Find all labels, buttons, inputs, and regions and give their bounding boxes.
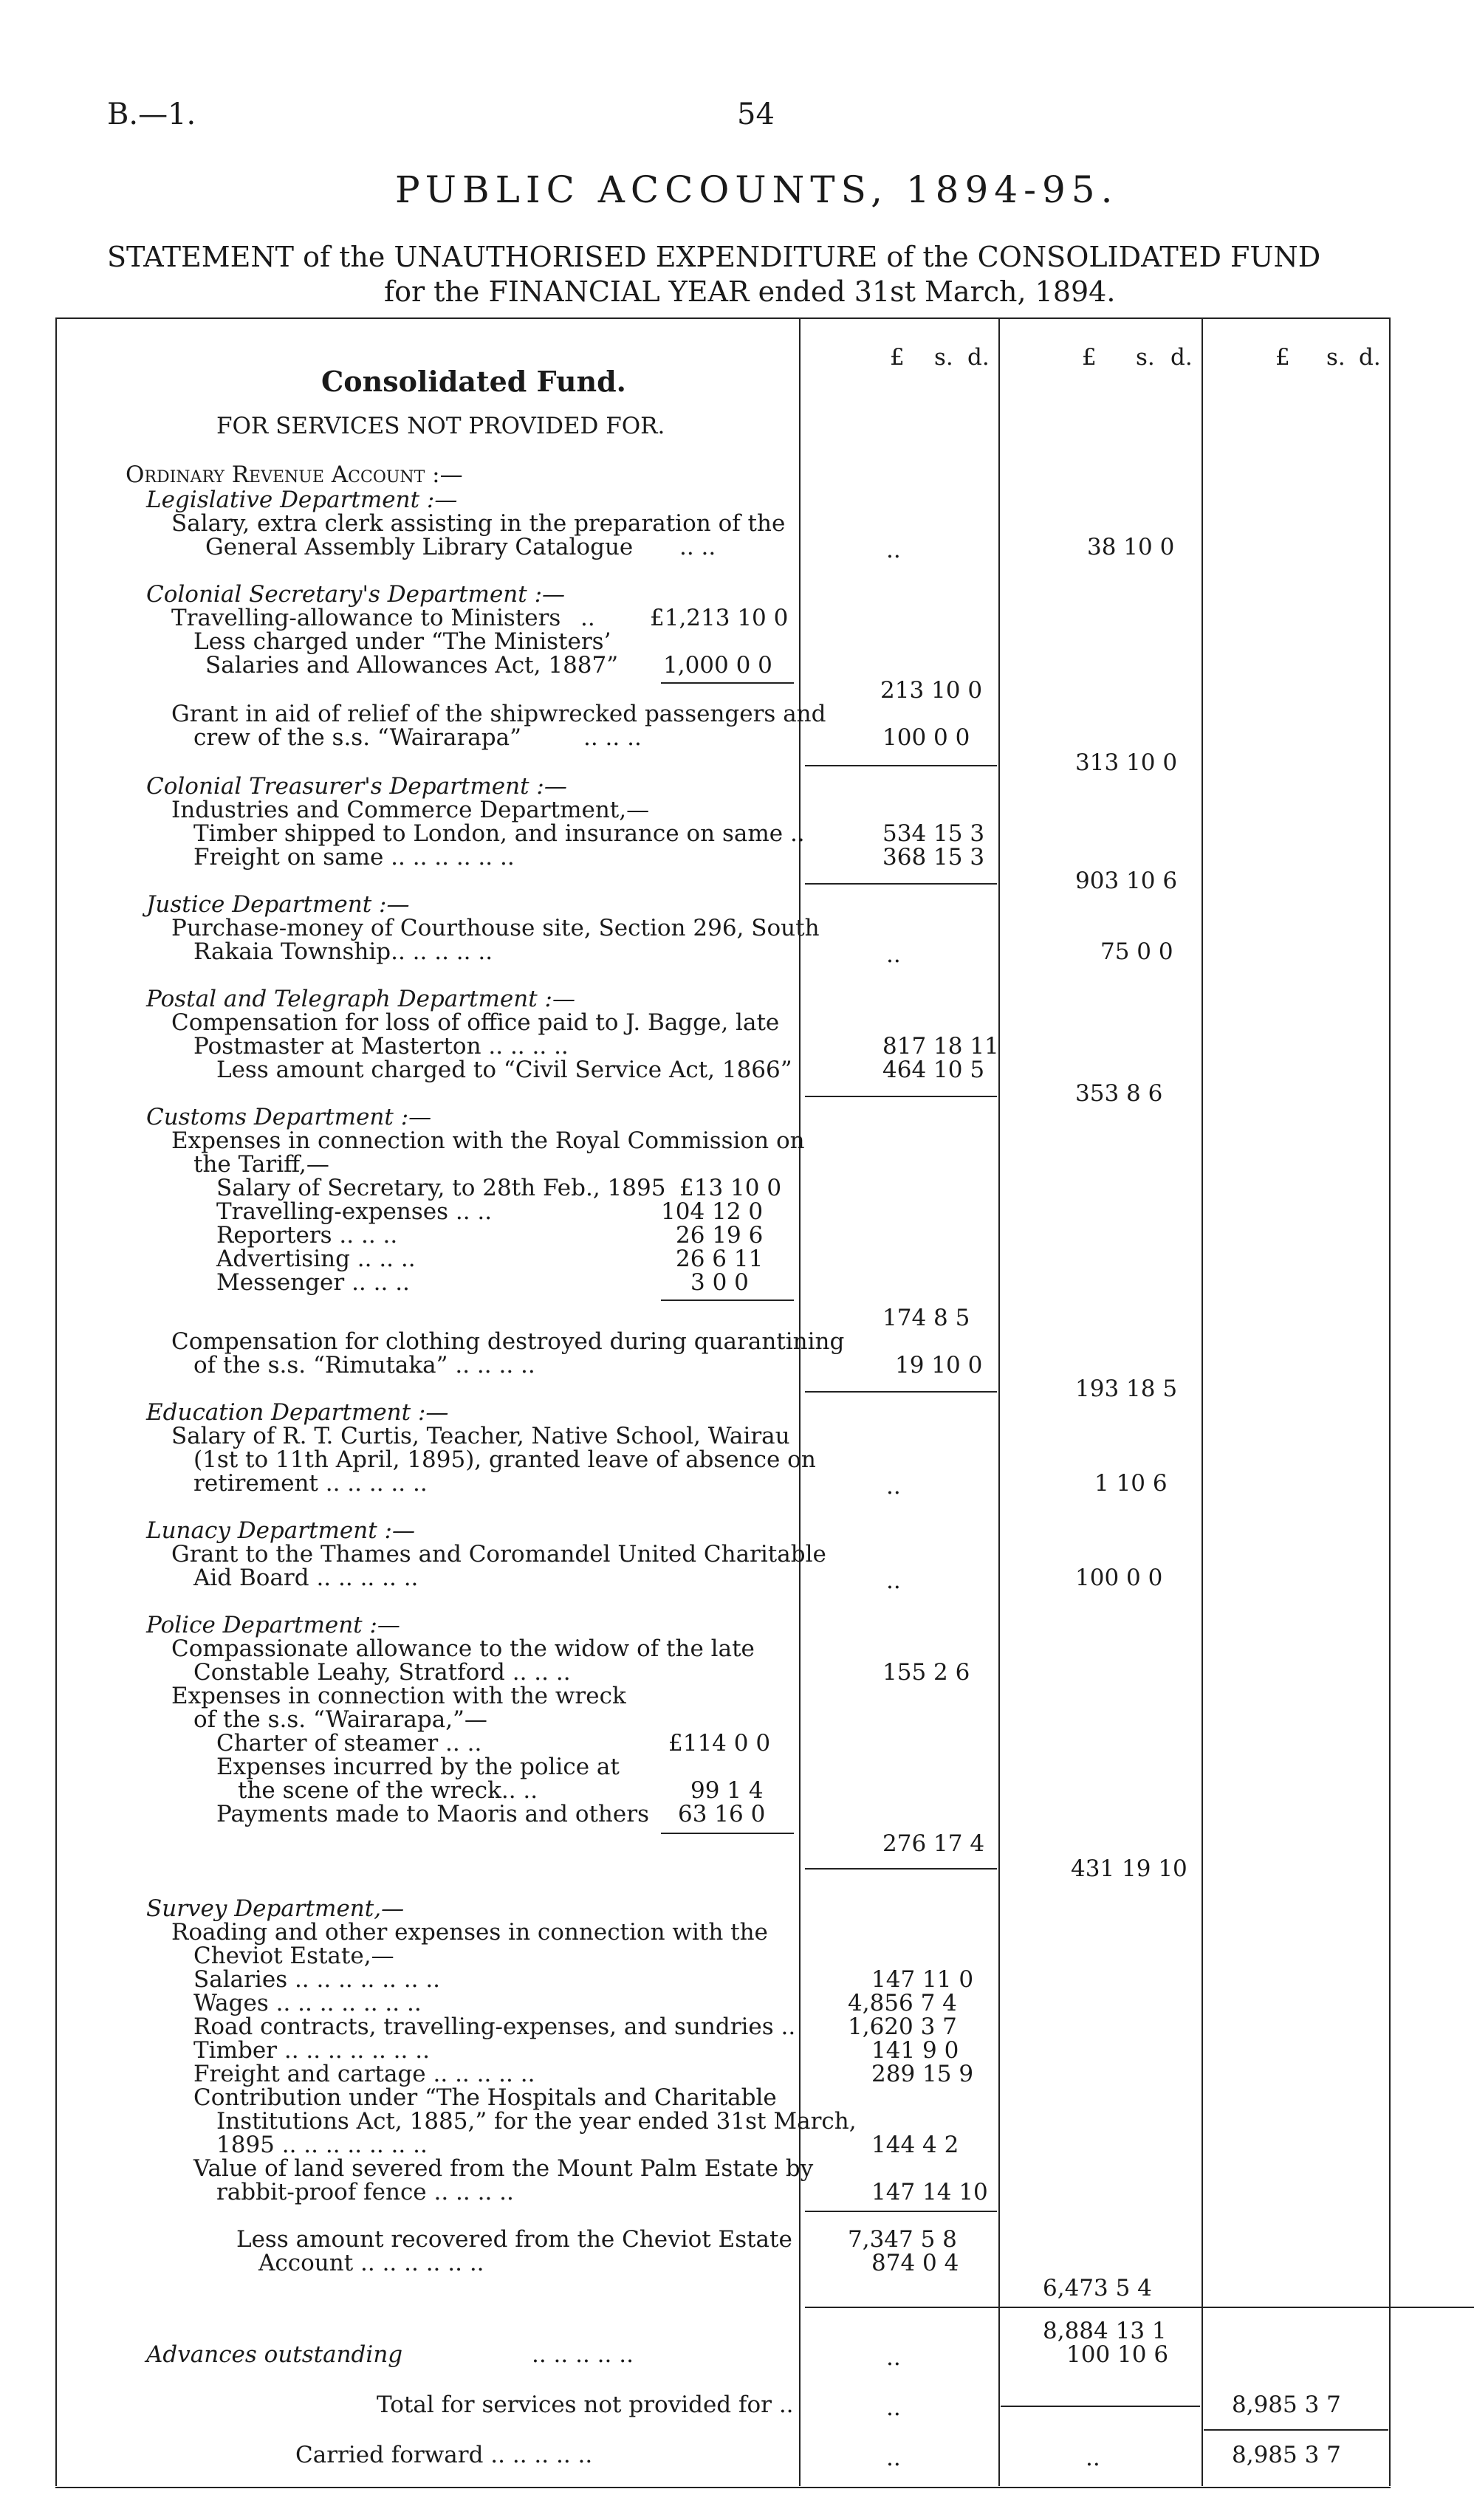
colsec-line-4: Grant in aid of relief of the shipwrecked passengers and bbox=[171, 701, 826, 727]
police-item-1: Charter of steamer .. .. bbox=[216, 1730, 482, 1757]
education-line-1: Salary of R. T. Curtis, Teacher, Native School, Wairau bbox=[171, 1423, 790, 1449]
justice-line-1: Purchase-money of Courthouse site, Section 296, South bbox=[171, 915, 820, 941]
survey-amt-7: 147 14 10 bbox=[871, 2179, 988, 2205]
colsec-rule bbox=[805, 765, 997, 766]
survey-line-5: 1895 .. .. .. .. .. .. .. bbox=[216, 2132, 428, 2158]
customs-item-label: Messenger .. .. .. bbox=[216, 1269, 410, 1296]
carried-forward-col3: 8,985 3 7 bbox=[1232, 2442, 1341, 2468]
lunacy-line-1: Grant to the Thames and Coromandel United Charitable bbox=[171, 1541, 826, 1568]
colsec-amt-1: £1,213 10 0 bbox=[650, 605, 789, 631]
postal-line-2: Postmaster at Masterton .. .. .. .. bbox=[193, 1033, 569, 1060]
survey-item-label: Salaries .. .. .. .. .. .. .. bbox=[193, 1966, 441, 1993]
police-line-2: Constable Leahy, Stratford .. .. .. bbox=[193, 1659, 571, 1686]
legislative-dots: .. .. bbox=[679, 534, 716, 560]
treasurer-dept: Colonial Treasurer's Department :— bbox=[146, 773, 567, 800]
survey-line-4: Institutions Act, 1885,” for the year ended 31st March, bbox=[216, 2108, 857, 2135]
education-line-3: retirement .. .. .. .. .. bbox=[193, 1470, 428, 1497]
carried-forward-label: Carried forward .. .. .. .. .. bbox=[295, 2442, 593, 2468]
treasurer-col2: 903 10 6 bbox=[1075, 868, 1178, 894]
survey-dept: Survey Department,— bbox=[146, 1895, 405, 1922]
survey-subrule bbox=[805, 2211, 997, 2212]
customs-col2: 193 18 5 bbox=[1075, 1376, 1178, 1402]
fund-title: Consolidated Fund. bbox=[321, 365, 626, 398]
total-label: Total for services not provided for .. bbox=[377, 2392, 794, 2418]
lunacy-dept: Lunacy Department :— bbox=[146, 1517, 415, 1544]
customs-col1-a: 174 8 5 bbox=[882, 1305, 970, 1331]
survey-line-3: Contribution under “The Hospitals and Charitable bbox=[193, 2084, 777, 2111]
colsec-col1-b: 100 0 0 bbox=[882, 724, 970, 751]
advances-label: Advances outstanding bbox=[146, 2341, 403, 2368]
justice-col1: .. bbox=[886, 941, 901, 968]
customs-subrule bbox=[661, 1300, 794, 1301]
col1-pound-head: £ bbox=[890, 344, 905, 371]
justice-col2: 75 0 0 bbox=[1100, 938, 1173, 965]
survey-item-amt: 147 11 0 bbox=[871, 1966, 974, 1993]
police-line-3: Expenses in connection with the wreck bbox=[171, 1683, 626, 1709]
education-line-2: (1st to 11th April, 1895), granted leave of absence on bbox=[193, 1446, 816, 1473]
education-col2: 1 10 6 bbox=[1094, 1470, 1168, 1497]
col3-d-head: d. bbox=[1359, 344, 1381, 371]
survey-item-amt: 1,620 3 7 bbox=[848, 2013, 957, 2040]
postal-col1-a: 817 18 11 bbox=[882, 1033, 999, 1060]
survey-line-9: Account .. .. .. .. .. .. bbox=[258, 2250, 484, 2276]
police-subrule bbox=[661, 1833, 794, 1834]
survey-amt-5: 144 4 2 bbox=[871, 2132, 959, 2158]
survey-item-label: Road contracts, travelling-expenses, and sundries .. bbox=[193, 2013, 796, 2040]
customs-item-label: Salary of Secretary, to 28th Feb., 1895 bbox=[216, 1175, 666, 1201]
col2-d-head: d. bbox=[1170, 344, 1193, 371]
postal-col1-b: 464 10 5 bbox=[882, 1057, 985, 1083]
legislative-col2: 38 10 0 bbox=[1087, 534, 1175, 560]
document-ref: B.—1. bbox=[107, 97, 196, 131]
col3-pound-head: £ bbox=[1275, 344, 1290, 371]
table-top-rule bbox=[55, 317, 1391, 319]
survey-line-8: Less amount recovered from the Cheviot Estate bbox=[236, 2226, 792, 2253]
lunacy-col1: .. bbox=[886, 1568, 901, 1594]
colsec-line-5: crew of the s.s. “Wairarapa” bbox=[193, 724, 521, 751]
fund-subtitle: FOR SERVICES NOT PROVIDED FOR. bbox=[216, 413, 665, 439]
police-line-4: of the s.s. “Wairarapa,”— bbox=[193, 1706, 487, 1733]
customs-item-amt: 26 6 11 bbox=[676, 1246, 764, 1272]
customs-item-amt: 104 12 0 bbox=[661, 1198, 764, 1225]
customs-line-1: Expenses in connection with the Royal Commission on bbox=[171, 1127, 805, 1154]
col3-s-head: s. bbox=[1326, 344, 1346, 371]
education-dept: Education Department :— bbox=[146, 1399, 449, 1426]
customs-item-label: Travelling-expenses .. .. bbox=[216, 1198, 493, 1225]
police-amt-3: 99 1 4 bbox=[690, 1777, 764, 1804]
police-col1-a: 155 2 6 bbox=[882, 1659, 970, 1686]
ordinary-revenue-heading: Ordinary Revenue Account :— bbox=[126, 461, 463, 488]
colsec-amt-2: 1,000 0 0 bbox=[663, 652, 772, 679]
postal-col2: 353 8 6 bbox=[1075, 1080, 1163, 1107]
statement-line-2: for the FINANCIAL YEAR ended 31st March, 1894. bbox=[384, 275, 1116, 308]
survey-item-amt: 141 9 0 bbox=[871, 2037, 959, 2064]
treasurer-col1-a: 534 15 3 bbox=[882, 820, 985, 847]
survey-line-2: Cheviot Estate,— bbox=[193, 1943, 394, 1969]
statement-line-1: STATEMENT of the UNAUTHORISED EXPENDITURE of the CONSOLIDATED FUND bbox=[107, 241, 1321, 273]
customs-item-amt: 26 19 6 bbox=[676, 1222, 764, 1249]
survey-line-6: Value of land severed from the Mount Palm Estate by bbox=[193, 2155, 814, 2182]
survey-line-1: Roading and other expenses in connection with the bbox=[171, 1919, 768, 1946]
police-dept: Police Department :— bbox=[146, 1612, 400, 1638]
survey-item-label: Freight and cartage .. .. .. .. .. bbox=[193, 2061, 535, 2087]
col3-rule bbox=[1202, 319, 1203, 2486]
survey-amt-8: 7,347 5 8 bbox=[848, 2226, 957, 2253]
colsec-line-1: Travelling-allowance to Ministers bbox=[171, 605, 561, 631]
lunacy-col2: 100 0 0 bbox=[1075, 1565, 1163, 1591]
subtotal-col2: 8,884 13 1 bbox=[1043, 2318, 1167, 2344]
police-item-2: Expenses incurred by the police at bbox=[216, 1754, 620, 1780]
postal-rule bbox=[805, 1096, 997, 1097]
legislative-line-1: Salary, extra clerk assisting in the preparation of the bbox=[171, 510, 786, 537]
col2-s-head: s. bbox=[1136, 344, 1155, 371]
col2-pound-head: £ bbox=[1082, 344, 1097, 371]
customs-col1-b: 19 10 0 bbox=[895, 1352, 983, 1379]
total-col2-rule bbox=[1001, 2406, 1200, 2407]
page-number: 54 bbox=[737, 97, 775, 131]
police-amt-1: £114 0 0 bbox=[668, 1730, 771, 1757]
police-item-3: the scene of the wreck.. .. bbox=[238, 1777, 538, 1804]
treasurer-rule bbox=[805, 883, 997, 885]
customs-item-amt: 3 0 0 bbox=[690, 1269, 749, 1296]
treasurer-col1-b: 368 15 3 bbox=[882, 844, 985, 871]
police-col1-b: 276 17 4 bbox=[882, 1830, 985, 1857]
survey-item-amt: 289 15 9 bbox=[871, 2061, 974, 2087]
colsec-dots-5: .. .. .. bbox=[583, 724, 642, 751]
postal-line-1: Compensation for loss of office paid to J. Bagge, late bbox=[171, 1009, 780, 1036]
treasurer-line-2: Timber shipped to London, and insurance on same .. bbox=[193, 820, 805, 847]
lunacy-line-2: Aid Board .. .. .. .. .. bbox=[193, 1565, 419, 1591]
advances-col2: 100 10 6 bbox=[1066, 2341, 1169, 2368]
postal-line-3: Less amount charged to “Civil Service Act, 1866” bbox=[216, 1057, 792, 1083]
postal-dept: Postal and Telegraph Department :— bbox=[146, 986, 575, 1012]
survey-rule bbox=[805, 2307, 1474, 2308]
col1-s-head: s. bbox=[934, 344, 953, 371]
customs-dept: Customs Department :— bbox=[146, 1104, 432, 1130]
colsec-line-3: Salaries and Allowances Act, 1887” bbox=[205, 652, 619, 679]
total-rule bbox=[1204, 2429, 1388, 2431]
customs-line-2: the Tariff,— bbox=[193, 1151, 329, 1178]
survey-amt-9: 874 0 4 bbox=[871, 2250, 959, 2276]
col1-d-head: d. bbox=[967, 344, 990, 371]
treasurer-line-1: Industries and Commerce Department,— bbox=[171, 797, 650, 823]
survey-item-label: Timber .. .. .. .. .. .. .. bbox=[193, 2037, 430, 2064]
total-col1: .. bbox=[886, 2394, 901, 2421]
colsec-dots-1: .. bbox=[580, 605, 595, 631]
total-col3: 8,985 3 7 bbox=[1232, 2392, 1341, 2418]
police-col2: 431 19 10 bbox=[1071, 1855, 1187, 1882]
justice-line-2: Rakaia Township.. .. .. .. .. bbox=[193, 938, 493, 965]
treasurer-line-3: Freight on same .. .. .. .. .. .. bbox=[193, 844, 515, 871]
legislative-col1: .. bbox=[886, 537, 901, 563]
survey-item-label: Wages .. .. .. .. .. .. .. bbox=[193, 1990, 422, 2016]
col2-rule bbox=[998, 319, 1000, 2486]
customs-line-4: of the s.s. “Rimutaka” .. .. .. .. bbox=[193, 1352, 535, 1379]
survey-col2: 6,473 5 4 bbox=[1043, 2275, 1152, 2301]
advances-col1: .. bbox=[886, 2344, 901, 2371]
customs-item-label: Advertising .. .. .. bbox=[216, 1246, 416, 1272]
customs-item-label: Reporters .. .. .. bbox=[216, 1222, 398, 1249]
education-col1: .. bbox=[886, 1473, 901, 1500]
colsec-col2: 313 10 0 bbox=[1075, 749, 1178, 776]
colsec-subrule bbox=[661, 682, 794, 684]
customs-rule bbox=[805, 1391, 997, 1393]
police-item-4: Payments made to Maoris and others bbox=[216, 1801, 649, 1827]
advances-dots: .. .. .. .. .. bbox=[532, 2341, 634, 2368]
colsec-line-2: Less charged under “The Ministers’ bbox=[193, 628, 611, 655]
table-right-rule bbox=[1389, 319, 1391, 2486]
police-line-1: Compassionate allowance to the widow of the late bbox=[171, 1635, 755, 1662]
survey-item-amt: 4,856 7 4 bbox=[848, 1990, 957, 2016]
police-amt-4: 63 16 0 bbox=[678, 1801, 766, 1827]
legislative-line-2: General Assembly Library Catalogue bbox=[205, 534, 634, 560]
page-title: PUBLIC ACCOUNTS, 1894-95. bbox=[395, 168, 1119, 211]
colsec-dept: Colonial Secretary's Department :— bbox=[146, 581, 566, 608]
customs-item-amt: £13 10 0 bbox=[679, 1175, 782, 1201]
table-left-rule bbox=[55, 319, 57, 2486]
customs-line-3: Compensation for clothing destroyed during quarantining bbox=[171, 1328, 845, 1355]
table-bottom-rule bbox=[55, 2487, 1391, 2488]
legislative-dept: Legislative Department :— bbox=[146, 487, 458, 513]
carried-forward-col2: .. bbox=[1086, 2445, 1100, 2471]
carried-forward-col1: .. bbox=[886, 2445, 901, 2471]
police-rule bbox=[805, 1868, 997, 1870]
justice-dept: Justice Department :— bbox=[146, 891, 410, 918]
colsec-col1-a: 213 10 0 bbox=[880, 677, 983, 704]
survey-line-7: rabbit-proof fence .. .. .. .. bbox=[216, 2179, 514, 2205]
